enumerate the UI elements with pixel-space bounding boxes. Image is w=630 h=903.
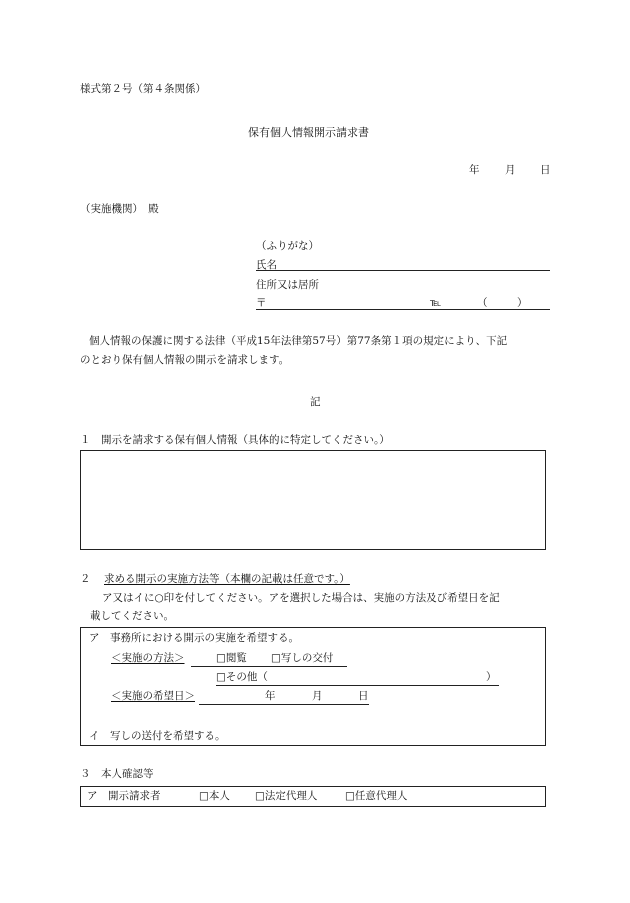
date-year-label: 年 <box>469 164 480 176</box>
legal-representative-checkbox[interactable]: □法定代理人 <box>255 790 318 802</box>
name-field-line[interactable] <box>256 270 550 271</box>
form-number: 様式第２号（第４条関係） <box>80 83 206 95</box>
method-browse-checkbox[interactable]: □閲覧 <box>216 652 247 664</box>
option-b-label[interactable]: イ 写しの送付を希望する。 <box>89 730 226 742</box>
method-label: ＜実施の方法＞ <box>111 652 185 664</box>
name-label: 氏名 <box>256 259 277 271</box>
tel-mark: ℡ <box>430 297 442 309</box>
desired-date-field-line[interactable] <box>199 704 369 705</box>
voluntary-representative-checkbox[interactable]: □任意代理人 <box>345 790 408 802</box>
requester-row-label: ア 開示請求者 <box>87 790 161 802</box>
method-underline-1 <box>191 666 347 667</box>
section2-heading: 求める開示の実施方法等（本欄の記載は任意です。） <box>104 573 350 585</box>
identity-confirmation-box <box>80 786 546 807</box>
date-month-label: 月 <box>505 164 516 176</box>
section1-heading: １ 開示を請求する保有個人情報（具体的に特定してください。） <box>80 434 390 446</box>
desired-date-day: 日 <box>358 690 369 702</box>
section2-heading-number: ２ <box>80 573 91 585</box>
postal-mark: 〒 <box>256 297 267 309</box>
intro-line-1: 個人情報の保護に関する法律（平成15年法律第57号）第77条第１項の規定により、下記 <box>89 335 508 347</box>
addressee: （実施機関） 殿 <box>80 203 159 215</box>
method-other-field-line[interactable] <box>216 685 499 686</box>
furigana-label: （ふりがな） <box>256 240 319 252</box>
document-title: 保有個人情報開示請求書 <box>248 126 369 139</box>
method-copy-checkbox[interactable]: □写しの交付 <box>271 652 334 664</box>
section2-note-line-1: ア又はイに○印を付してください。アを選択した場合は、実施の方法及び希望日を記 <box>102 592 500 604</box>
address-field-line[interactable] <box>256 309 550 310</box>
date-day-label: 日 <box>540 164 551 176</box>
self-checkbox[interactable]: □本人 <box>199 790 230 802</box>
implementation-method-box <box>80 627 546 746</box>
date-label: ＜実施の希望日＞ <box>111 690 195 702</box>
ki-mark: 記 <box>310 396 321 408</box>
section2-note-line-2: 載してください。 <box>90 610 174 622</box>
method-other-close: ） <box>486 671 497 683</box>
address-label: 住所又は居所 <box>256 279 319 291</box>
desired-date-year: 年 <box>265 690 276 702</box>
intro-line-2: のとおり保有個人情報の開示を請求します。 <box>80 354 290 366</box>
method-other-checkbox[interactable]: □その他（ <box>216 671 268 683</box>
desired-date-month: 月 <box>312 690 323 702</box>
option-a-label[interactable]: ア 事務所における開示の実施を希望する。 <box>89 632 299 644</box>
requested-info-box[interactable] <box>80 450 546 550</box>
section3-heading: ３ 本人確認等 <box>80 768 154 780</box>
tel-paren-open: （ <box>477 297 488 309</box>
tel-paren-close: ） <box>517 297 528 309</box>
